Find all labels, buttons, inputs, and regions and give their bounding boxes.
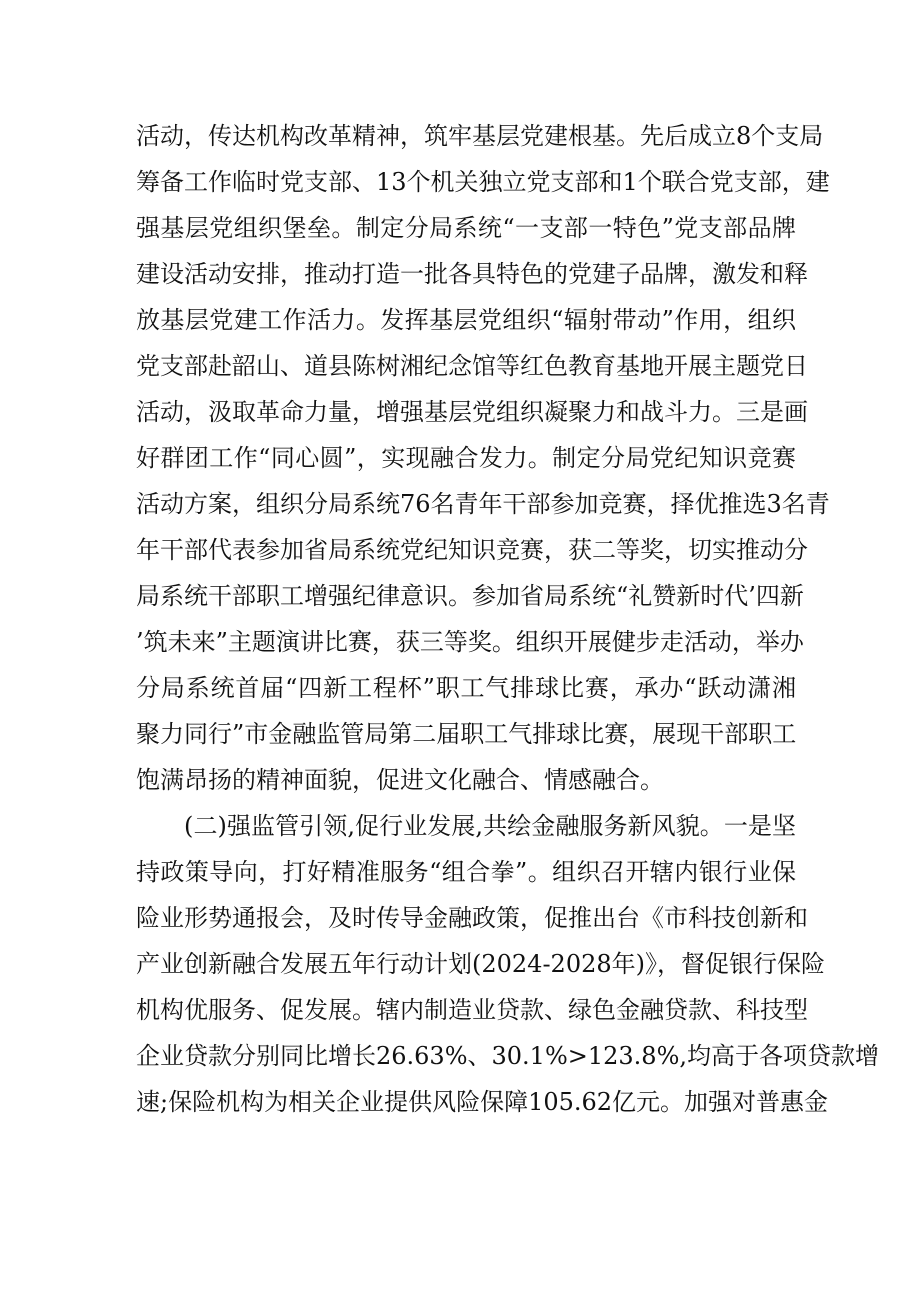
text-line: 放基层党建工作活力。发挥基层党组织“辐射带动”作用，组织 [136, 306, 796, 334]
text-line: 好群团工作“同心圆”，实现融合发力。制定分局党纪知识竞赛 [136, 444, 796, 472]
text-line: 活动方案，组织分局系统76名青年干部参加竞赛，择优推选3名青 [136, 490, 830, 518]
text-line: 饱满昂扬的精神面貌，促进文化融合、情感融合。 [136, 766, 664, 794]
text-line: 党支部赴韶山、道县陈树湘纪念馆等红色教育基地开展主题党日 [136, 352, 808, 380]
text-line: 速;保险机构为相关企业提供风险保障105.62亿元。加强对普惠金 [136, 1088, 829, 1116]
text-line: 建设活动安排，推动打造一批各具特色的党建子品牌，激发和释 [136, 260, 808, 288]
text-line: ’筑未来”主题演讲比赛，获三等奖。组织开展健步走活动，举办 [136, 628, 804, 656]
text-line: 持政策导向，打好精准服务“组合拳”。组织召开辖内银行业保 [136, 858, 796, 886]
text-line: 活动，汲取革命力量，增强基层党组织凝聚力和战斗力。三是画 [136, 398, 808, 426]
text-line: 分局系统首届“四新工程杯”职工气排球比赛，承办“跃动潇湘 [136, 674, 796, 702]
text-line: 年干部代表参加省局系统党纪知识竞赛，获二等奖，切实推动分 [136, 536, 808, 564]
text-line: 险业形势通报会，及时传导金融政策，促推出台《市科技创新和 [136, 904, 808, 932]
text-line: 机构优服务、促发展。辖内制造业贷款、绿色金融贷款、科技型 [136, 996, 808, 1024]
section-heading-line: (二)强监管引领,促行业发展,共绘金融服务新风貌。一是坚 [184, 812, 796, 840]
text-line: 聚力同行”市金融监管局第二届职工气排球比赛，展现干部职工 [136, 720, 797, 748]
text-line: 产业创新融合发展五年行动计划(2024-2028年)》，督促银行保险 [136, 950, 825, 978]
text-line: 企业贷款分别同比增长26.63%、30.1%>123.8%,均高于各项贷款增 [136, 1042, 880, 1070]
text-line: 筹备工作临时党支部、13个机关独立党支部和1个联合党支部，建 [136, 168, 830, 196]
text-line: 局系统干部职工增强纪律意识。参加省局系统“礼赞新时代’四新 [136, 582, 804, 610]
text-line: 强基层党组织堡垒。制定分局系统“一支部一特色”党支部品牌 [136, 214, 796, 242]
text-line: 活动，传达机构改革精神，筑牢基层党建根基。先后成立8个支局 [136, 122, 824, 150]
body-text [136, 113, 880, 1125]
